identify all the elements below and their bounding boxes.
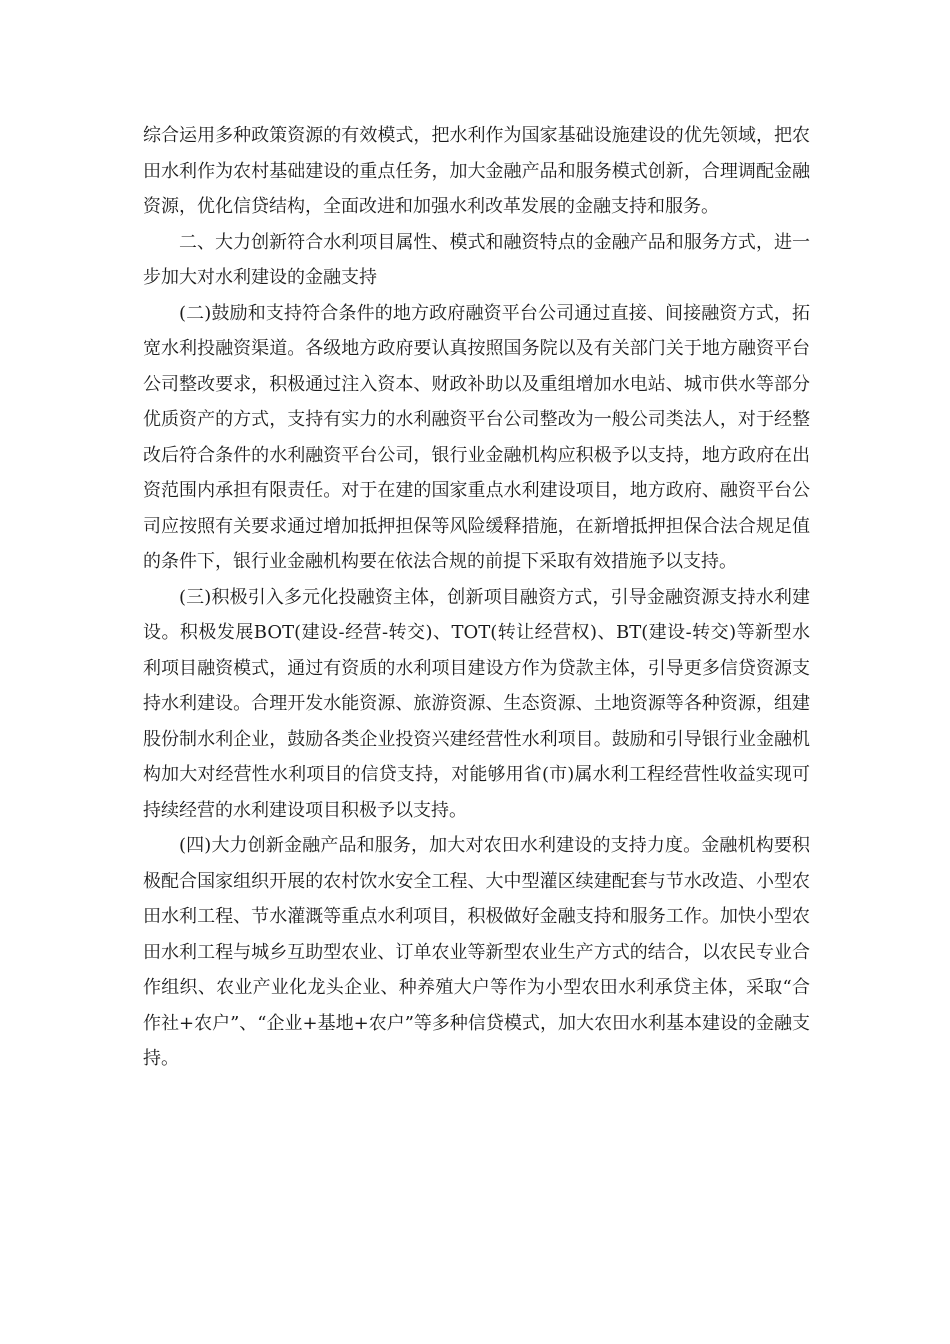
paragraph-item-2: (二)鼓励和支持符合条件的地方政府融资平台公司通过直接、间接融资方式，拓宽水利投融资渠道。各级地方政府要认真按照国务院以及有关部门关于地方融资平台公司整改要求，积极通过注入资本、财政补助以及重组增加水电站、城市供水等部分优质资产的方式，支持有实力的水利融资平台公司整改为一般公司类法人，对于经整改后符合条件的水利融资平台公司，银行业金融机构应积极予以支持，地方政府在出资范围内承担有限责任。对于在建的国家重点水利建设项目，地方政府、融资平台公司应按照有关要求通过增加抵押担保等风险缓释措施，在新增抵押担保合法合规足值的条件下，银行业金融机构要在依法合规的前提下采取有效措施予以支持。: [143, 302, 810, 572]
paragraph-continuation: 综合运用多种政策资源的有效模式，把水利作为国家基础设施建设的优先领域，把农田水利作为农村基础建设的重点任务，加大金融产品和服务模式创新，合理调配金融资源，优化信贷结构，全面改进和加强水利改革发展的金融支持和服务。: [143, 125, 810, 217]
paragraph-item-3: (三)积极引入多元化投融资主体，创新项目融资方式，引导金融资源支持水利建设。积极发展BOT(建设-经营-转交)、TOT(转让经营权)、BT(建设-转交)等新型水利项目融资模式，通过有资质的水利项目建设方作为贷款主体，引导更多信贷资源支持水利建设。合理开发水能资源、旅游资源、生态资源、土地资源等各种资源，组建股份制水利企业，鼓励各类企业投资兴建经营性水利项目。鼓励和引导银行业金融机构加大对经营性水利项目的信贷支持，对能够用省(市)属水利工程经营性收益实现可持续经营的水利建设项目积极予以支持。: [143, 586, 810, 821]
paragraph-item-4: (四)大力创新金融产品和服务，加大对农田水利建设的支持力度。金融机构要积极配合国家组织开展的农村饮水安全工程、大中型灌区续建配套与节水改造、小型农田水利工程、节水灌溉等重点水利项目，积极做好金融支持和服务工作。加快小型农田水利工程与城乡互助型农业、订单农业等新型农业生产方式的结合，以农民专业合作组织、农业产业化龙头企业、种养殖大户等作为小型农田水利承贷主体，采取“合作社+农户”、“企业+基地+农户”等多种信贷模式，加大农田水利基本建设的金融支持。: [143, 835, 810, 1069]
document-body: [143, 118, 810, 1077]
section-heading: 二、大力创新符合水利项目属性、模式和融资特点的金融产品和服务方式，进一步加大对水利建设的金融支持: [143, 231, 810, 288]
